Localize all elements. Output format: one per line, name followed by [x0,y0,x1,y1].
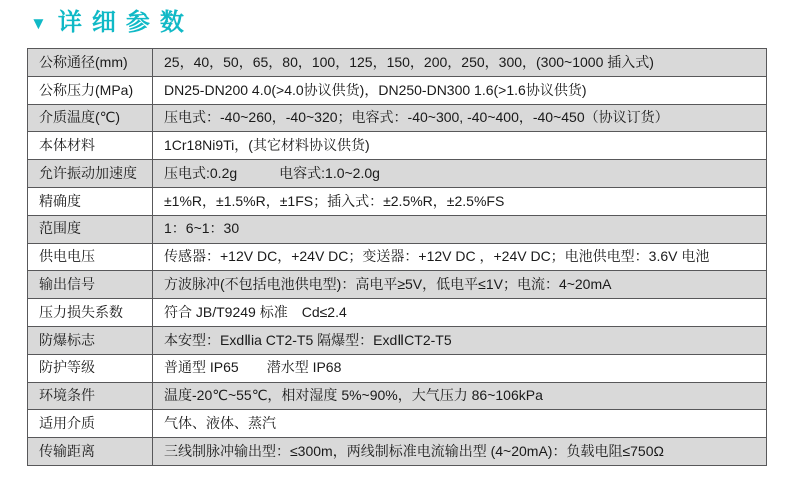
param-value: 符合 JB/T9249 标准 Cd≤2.4 [153,299,767,327]
param-label: 压力损失系数 [28,299,153,327]
table-row [28,354,767,382]
param-label: 公称通径(mm) [28,49,153,77]
param-label: 输出信号 [28,271,153,299]
param-value: 普通型 IP65 潜水型 IP68 [153,354,767,382]
table-row [28,76,767,104]
param-label: 防护等级 [28,354,153,382]
table-row [28,326,767,354]
param-value: 温度-20℃~55℃，相对湿度 5%~90%，大气压力 86~106kPa [153,382,767,410]
param-value: 传感器：+12V DC，+24V DC；变送器：+12V DC ，+24V DC；电池供电型：3.6V 电池 [153,243,767,271]
param-value: 1：6~1：30 [153,215,767,243]
spec-table-body [28,49,767,466]
table-row [28,104,767,132]
triangle-down-icon: ▼ [30,13,47,33]
param-label: 精确度 [28,187,153,215]
table-row [28,49,767,77]
param-value: ±1%R，±1.5%R，±1FS；插入式：±2.5%R，±2.5%FS [153,187,767,215]
param-value: DN25-DN200 4.0(>4.0协议供货)，DN250-DN300 1.6(>1.6协议供货) [153,76,767,104]
param-value: 三线制脉冲输出型：≤300m，两线制标准电流输出型 (4~20mA)：负载电阻≤750Ω [153,438,767,466]
table-row [28,160,767,188]
param-value: 25，40，50，65，80，100，125，150，200，250，300，(300~1000 插入式) [153,49,767,77]
table-row [28,187,767,215]
table-row [28,132,767,160]
table-row [28,410,767,438]
param-value: 方波脉冲(不包括电池供电型)：高电平≥5V，低电平≤1V；电流：4~20mA [153,271,767,299]
spec-table [27,48,767,466]
param-value: 气体、液体、蒸汽 [153,410,767,438]
table-row [28,382,767,410]
table-row [28,299,767,327]
param-label: 传输距离 [28,438,153,466]
param-label: 供电电压 [28,243,153,271]
table-row [28,438,767,466]
page-title: 详细参数 [57,9,194,36]
param-label: 本体材料 [28,132,153,160]
table-row [28,215,767,243]
param-label: 适用介质 [28,410,153,438]
section-header [0,0,790,38]
param-label: 环境条件 [28,382,153,410]
table-row [28,271,767,299]
param-value: 1Cr18Ni9Ti，(其它材料协议供货) [153,132,767,160]
table-row [28,243,767,271]
param-label: 范围度 [28,215,153,243]
param-label: 公称压力(MPa) [28,76,153,104]
param-label: 防爆标志 [28,326,153,354]
param-value: 本安型：ExdⅡia CT2-T5 隔爆型：ExdⅡCT2-T5 [153,326,767,354]
param-label: 介质温度(℃) [28,104,153,132]
param-value: 压电式：-40~260，-40~320；电容式：-40~300, -40~400，-40~450（协议订货） [153,104,767,132]
param-value: 压电式:0.2g 电容式:1.0~2.0g [153,160,767,188]
param-label: 允许振动加速度 [28,160,153,188]
